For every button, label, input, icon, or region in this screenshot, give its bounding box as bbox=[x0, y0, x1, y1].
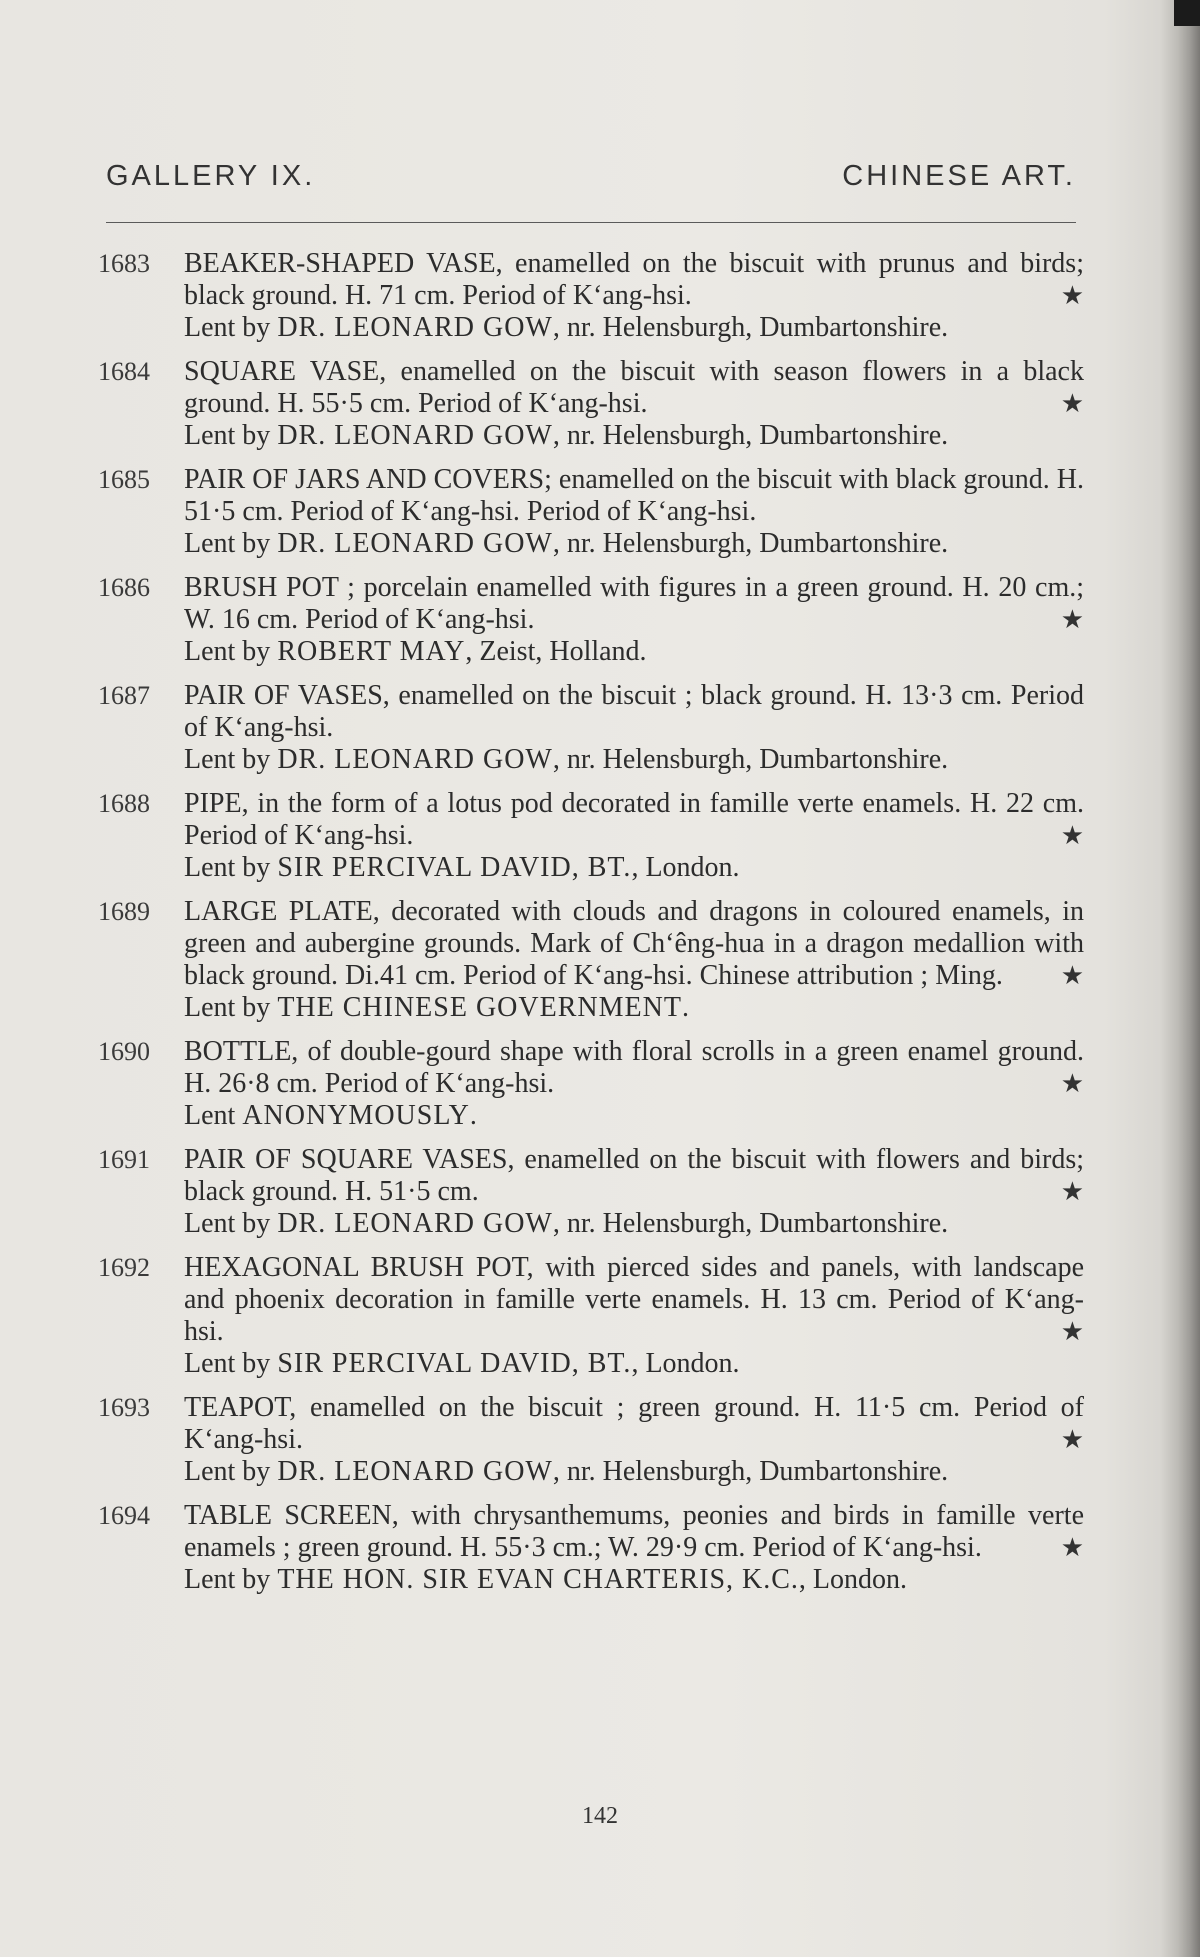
entry-description: BRUSH POT ; porcelain enamelled with figures in a green ground. H. 20 cm.; W. 16 cm. Period of K‘ang-hsi. ★ bbox=[184, 572, 1084, 635]
entry-description: BEAKER-SHAPED VASE, enamelled on the biscuit with prunus and birds; black ground. H. 71 cm. Period of K‘ang-hsi. ★ bbox=[184, 248, 1084, 311]
entry-number: 1692 bbox=[98, 1253, 150, 1282]
entry-lender: Lent by DR. LEONARD GOW, nr. Helensburgh, Dumbartonshire. bbox=[184, 420, 949, 451]
running-header bbox=[106, 160, 1076, 193]
catalogue-entries bbox=[98, 248, 1084, 1608]
star-icon: ★ bbox=[1060, 605, 1084, 634]
entry-lender: Lent by DR. LEONARD GOW, nr. Helensburgh, Dumbartonshire. bbox=[184, 312, 949, 343]
lender-name: DR. LEONARD GOW bbox=[277, 528, 553, 559]
lender-name: THE HON. SIR EVAN CHARTERIS, K.C. bbox=[277, 1564, 799, 1595]
entry-number: 1693 bbox=[98, 1393, 150, 1422]
entry-lender: Lent by THE HON. SIR EVAN CHARTERIS, K.C., London. bbox=[184, 1564, 908, 1595]
entry-number: 1683 bbox=[98, 249, 150, 278]
entry-description: TEAPOT, enamelled on the biscuit ; green ground. H. 11·5 cm. Period of K‘ang-hsi. ★ bbox=[184, 1392, 1084, 1455]
entry-description: LARGE PLATE, decorated with clouds and dragons in coloured enamels, in green and aubergine grounds. Mark of Ch‘êng-hua in a dragon medallion with black ground. Di.41 cm. Period of K‘ang-hsi. Chinese attribution ; Ming. ★ bbox=[184, 896, 1084, 991]
entry-lender: Lent by THE CHINESE GOVERNMENT. bbox=[184, 992, 689, 1023]
catalogue-entry bbox=[98, 1144, 1084, 1240]
entry-number: 1689 bbox=[98, 897, 150, 926]
catalogue-entry bbox=[98, 572, 1084, 668]
lender-name: DR. LEONARD GOW bbox=[277, 1208, 553, 1239]
catalogue-entry bbox=[98, 464, 1084, 560]
entry-lender: Lent by SIR PERCIVAL DAVID, BT., London. bbox=[184, 852, 740, 883]
entry-description: HEXAGONAL BRUSH POT, with pierced sides and panels, with landscape and phoenix decoration in famille verte enamels. H. 13 cm. Period of K‘ang-hsi. ★ bbox=[184, 1252, 1084, 1347]
star-icon: ★ bbox=[1060, 281, 1084, 310]
entry-lender: Lent ANONYMOUSLY. bbox=[184, 1100, 477, 1131]
star-icon: ★ bbox=[1060, 1177, 1084, 1206]
lender-name: THE CHINESE GOVERNMENT bbox=[277, 992, 682, 1023]
entry-description: PAIR OF VASES, enamelled on the biscuit ; black ground. H. 13·3 cm. Period of K‘ang-hsi. bbox=[184, 680, 1084, 743]
lender-name: DR. LEONARD GOW bbox=[277, 312, 553, 343]
entry-number: 1684 bbox=[98, 357, 150, 386]
entry-number: 1686 bbox=[98, 573, 150, 602]
lender-name: SIR PERCIVAL DAVID, BT. bbox=[277, 852, 632, 883]
lender-name: DR. LEONARD GOW bbox=[277, 1456, 553, 1487]
star-icon: ★ bbox=[1060, 1069, 1084, 1098]
lender-name: DR. LEONARD GOW bbox=[277, 420, 553, 451]
star-icon: ★ bbox=[1060, 961, 1084, 990]
catalogue-entry bbox=[98, 1036, 1084, 1132]
entry-description: BOTTLE, of double-gourd shape with floral scrolls in a green enamel ground. H. 26·8 cm. Period of K‘ang-hsi. ★ bbox=[184, 1036, 1084, 1099]
entry-lender: Lent by DR. LEONARD GOW, nr. Helensburgh, Dumbartonshire. bbox=[184, 744, 949, 775]
catalogue-entry bbox=[98, 896, 1084, 1024]
catalogue-entry bbox=[98, 788, 1084, 884]
header-gallery: GALLERY IX. bbox=[106, 160, 316, 192]
entry-lender: Lent by DR. LEONARD GOW, nr. Helensburgh, Dumbartonshire. bbox=[184, 1208, 949, 1239]
star-icon: ★ bbox=[1060, 1317, 1084, 1346]
entry-description: TABLE SCREEN, with chrysanthemums, peonies and birds in famille verte enamels ; green ground. H. 55·3 cm.; W. 29·9 cm. Period of K‘ang-hsi. ★ bbox=[184, 1500, 1084, 1563]
page-corner bbox=[1174, 0, 1200, 26]
book-binding bbox=[1160, 0, 1200, 1957]
entry-description: SQUARE VASE, enamelled on the biscuit with season flowers in a black ground. H. 55·5 cm. Period of K‘ang-hsi. ★ bbox=[184, 356, 1084, 419]
lender-name: ANONYMOUSLY bbox=[242, 1100, 470, 1131]
entry-description: PIPE, in the form of a lotus pod decorated in famille verte enamels. H. 22 cm. Period of K‘ang-hsi. ★ bbox=[184, 788, 1084, 851]
entry-number: 1687 bbox=[98, 681, 150, 710]
entry-number: 1694 bbox=[98, 1501, 150, 1530]
entry-description: PAIR OF JARS AND COVERS; enamelled on the biscuit with black ground. H. 51·5 cm. Period of K‘ang-hsi. Period of K‘ang-hsi. bbox=[184, 464, 1084, 527]
entry-number: 1691 bbox=[98, 1145, 150, 1174]
entry-lender: Lent by DR. LEONARD GOW, nr. Helensburgh, Dumbartonshire. bbox=[184, 1456, 949, 1487]
star-icon: ★ bbox=[1060, 821, 1084, 850]
star-icon: ★ bbox=[1060, 1533, 1084, 1562]
entry-lender: Lent by ROBERT MAY, Zeist, Holland. bbox=[184, 636, 647, 667]
catalogue-entry bbox=[98, 1392, 1084, 1488]
lender-name: SIR PERCIVAL DAVID, BT. bbox=[277, 1348, 632, 1379]
entry-number: 1690 bbox=[98, 1037, 150, 1066]
lender-name: ROBERT MAY bbox=[277, 636, 466, 667]
entry-number: 1685 bbox=[98, 465, 150, 494]
header-rule bbox=[106, 222, 1076, 223]
star-icon: ★ bbox=[1060, 1425, 1084, 1454]
catalogue-entry bbox=[98, 680, 1084, 776]
entry-description: PAIR OF SQUARE VASES, enamelled on the biscuit with flowers and birds; black ground. H. 51·5 cm. ★ bbox=[184, 1144, 1084, 1207]
catalogue-entry bbox=[98, 1252, 1084, 1380]
catalogue-entry bbox=[98, 248, 1084, 344]
star-icon: ★ bbox=[1060, 389, 1084, 418]
entry-lender: Lent by DR. LEONARD GOW, nr. Helensburgh, Dumbartonshire. bbox=[184, 528, 949, 559]
entry-lender: Lent by SIR PERCIVAL DAVID, BT., London. bbox=[184, 1348, 740, 1379]
entry-number: 1688 bbox=[98, 789, 150, 818]
page-number: 142 bbox=[582, 1803, 618, 1829]
header-section: CHINESE ART. bbox=[842, 160, 1076, 192]
catalogue-entry bbox=[98, 1500, 1084, 1596]
lender-name: DR. LEONARD GOW bbox=[277, 744, 553, 775]
catalogue-entry bbox=[98, 356, 1084, 452]
